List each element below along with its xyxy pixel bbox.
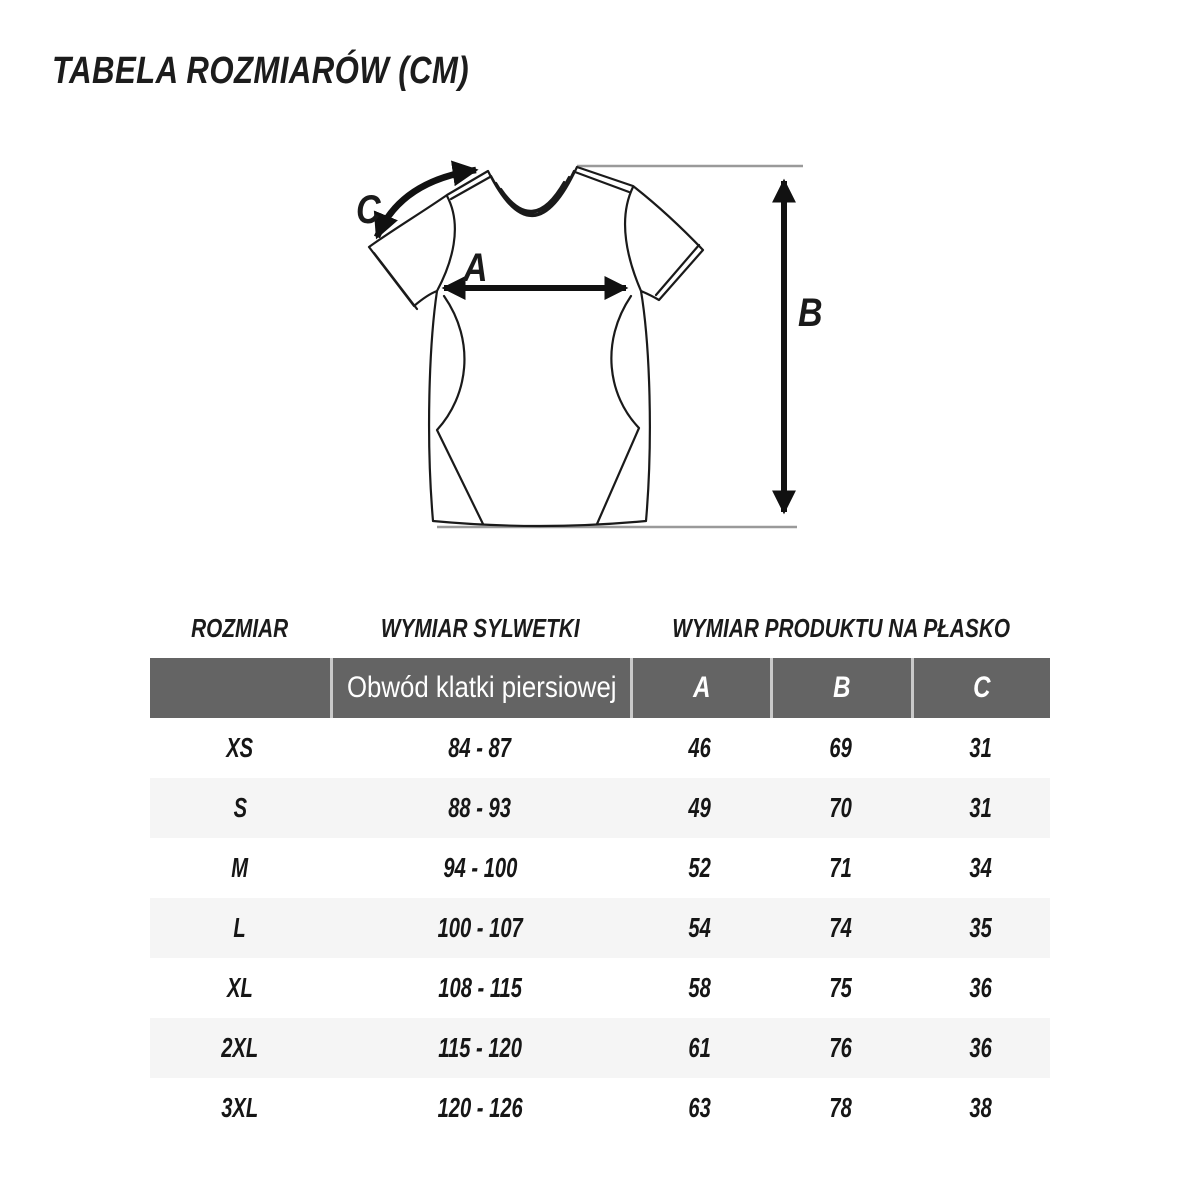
tshirt-silhouette (369, 167, 703, 526)
group-header-wymiar-produktu (630, 613, 1050, 652)
cell-c (911, 718, 1050, 778)
header-cell-chest-text: Obwód klatki piersiowej (346, 671, 617, 704)
header-cell-b-text: B (833, 671, 851, 704)
cell-size-text: 3XL (221, 1092, 259, 1123)
cell-b (770, 898, 911, 958)
cell-chest (330, 898, 630, 958)
cell-a-text: 54 (688, 912, 712, 943)
cell-b (770, 718, 911, 778)
cell-size (150, 898, 330, 958)
cell-c-text: 31 (969, 732, 992, 763)
cell-size (150, 718, 330, 778)
header-cell-c (911, 658, 1050, 718)
cell-size (150, 1078, 330, 1138)
page-title-text: TABELA ROZMIARÓW (CM) (52, 50, 470, 92)
cell-b (770, 778, 911, 838)
cell-size-text: XS (226, 732, 254, 763)
cell-chest-text: 108 - 115 (438, 972, 522, 1003)
header-cell-chest (330, 658, 630, 718)
cell-b-text: 78 (829, 1092, 852, 1123)
cell-b-text: 69 (829, 732, 852, 763)
table-row-l (150, 898, 1050, 958)
cell-b (770, 838, 911, 898)
cell-a (630, 1078, 770, 1138)
header-cell-size (150, 658, 330, 718)
cell-a-text: 46 (688, 732, 712, 763)
group-header-wymiar-sylwetki (330, 613, 630, 652)
label-b: B (798, 289, 823, 335)
cell-a-text: 63 (688, 1092, 712, 1123)
cell-b-text: 71 (829, 852, 852, 883)
cell-chest-text: 88 - 93 (448, 792, 512, 823)
cell-c (911, 1078, 1050, 1138)
cell-a-text: 61 (688, 1032, 712, 1063)
table-row-3xl (150, 1078, 1050, 1138)
cell-c (911, 1018, 1050, 1078)
cell-chest (330, 1018, 630, 1078)
cell-b (770, 1018, 911, 1078)
table-group-headers (150, 612, 1050, 652)
cell-c-text: 38 (969, 1092, 992, 1123)
label-c: C (356, 186, 381, 232)
table-row-xl (150, 958, 1050, 1018)
label-a: A (463, 244, 488, 290)
cell-c (911, 778, 1050, 838)
size-table-body (150, 718, 1050, 1138)
cell-size (150, 838, 330, 898)
cell-a-text: 49 (688, 792, 712, 823)
cell-c-text: 31 (969, 792, 992, 823)
cell-c (911, 838, 1050, 898)
header-cell-c-text: C (973, 671, 991, 704)
header-cell-a-text: A (692, 671, 711, 704)
cell-chest-text: 115 - 120 (438, 1032, 522, 1063)
cell-chest-text: 120 - 126 (437, 1092, 523, 1123)
cell-size (150, 1018, 330, 1078)
cell-a (630, 1018, 770, 1078)
cell-b-text: 70 (829, 792, 852, 823)
header-cell-a (630, 658, 770, 718)
cell-size-text: XL (227, 972, 253, 1003)
cell-b-text: 75 (829, 972, 852, 1003)
group-header-wymiar-sylwetki-text: WYMIAR SYLWETKI (380, 613, 580, 643)
cell-chest (330, 958, 630, 1018)
cell-a (630, 778, 770, 838)
header-cell-b (770, 658, 911, 718)
group-header-wymiar-produktu-text: WYMIAR PRODUKTU NA PŁASKO (672, 613, 1011, 643)
cell-c (911, 898, 1050, 958)
group-header-rozmiar (150, 613, 330, 652)
cell-a-text: 52 (688, 852, 712, 883)
cell-a-text: 58 (688, 972, 712, 1003)
cell-b (770, 958, 911, 1018)
cell-b-text: 74 (829, 912, 852, 943)
cell-chest (330, 838, 630, 898)
cell-c-text: 35 (969, 912, 992, 943)
cell-size-text: 2XL (221, 1032, 259, 1063)
cell-chest (330, 1078, 630, 1138)
cell-chest-text: 94 - 100 (443, 852, 517, 883)
cell-c-text: 36 (969, 972, 992, 1003)
cell-chest (330, 718, 630, 778)
cell-a (630, 958, 770, 1018)
table-header-row (150, 658, 1050, 718)
tshirt-drawing (369, 167, 703, 526)
cell-chest-text: 84 - 87 (448, 732, 512, 763)
cell-c-text: 34 (969, 852, 992, 883)
cell-c-text: 36 (969, 1032, 992, 1063)
group-header-rozmiar-text: ROZMIAR (191, 613, 289, 643)
cell-a (630, 838, 770, 898)
cell-size-text: M (231, 852, 249, 883)
table-row-s (150, 778, 1050, 838)
cell-c (911, 958, 1050, 1018)
table-row-m (150, 838, 1050, 898)
cell-b (770, 1078, 911, 1138)
cell-a (630, 718, 770, 778)
table-row-2xl (150, 1018, 1050, 1078)
cell-b-text: 76 (829, 1032, 852, 1063)
cell-size (150, 778, 330, 838)
cell-size-text: S (233, 792, 247, 823)
cell-chest (330, 778, 630, 838)
cell-a (630, 898, 770, 958)
table-row-xs (150, 718, 1050, 778)
cell-size-text: L (233, 912, 247, 943)
cell-chest-text: 100 - 107 (437, 912, 523, 943)
cell-size (150, 958, 330, 1018)
